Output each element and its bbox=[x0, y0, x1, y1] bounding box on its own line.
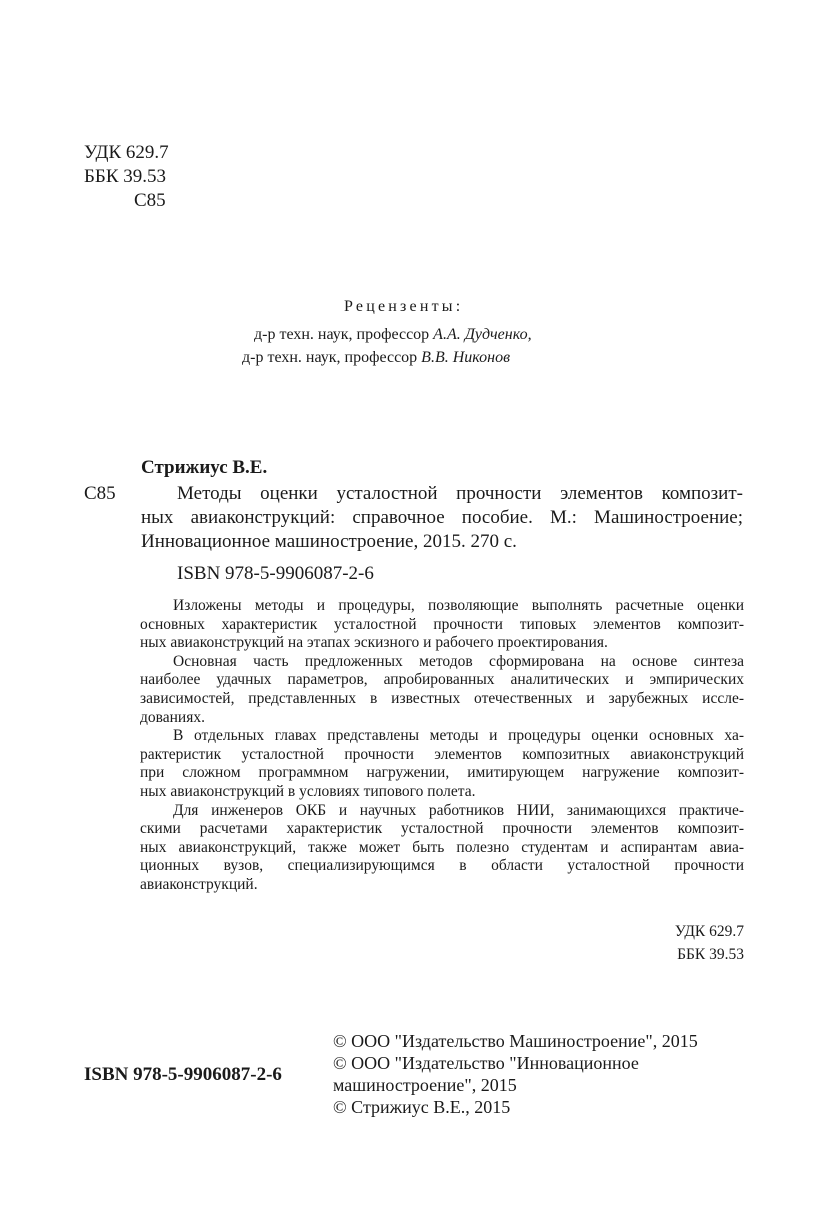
bibliography-line: Методы оценки усталостной прочности элементов композит- bbox=[177, 483, 743, 504]
footer-bbk-code: ББК 39.53 bbox=[677, 946, 744, 963]
reviewer-title: д-р техн. наук, профессор bbox=[254, 326, 430, 343]
reviewer-name: А.А. Дудченко, bbox=[433, 326, 532, 343]
bibliography-line: ных авиаконструкций: справочное пособие. М.: Машиностроение; bbox=[141, 507, 743, 528]
abstract-line: авиаконструкций. bbox=[140, 876, 258, 893]
abstract-line: Для инженеров ОКБ и научных работников НИИ, занимающихся практиче- bbox=[173, 801, 744, 819]
reviewer-1 bbox=[254, 325, 532, 344]
abstract-line: ционных вузов, специализирующимся в области усталостной прочности bbox=[140, 857, 744, 875]
abstract-line: рактеристик усталостной прочности элементов композитных авиаконструкций bbox=[140, 745, 744, 763]
bbk-code: ББК 39.53 bbox=[84, 166, 166, 187]
copyright-line: © ООО "Издательство Машиностроение", 2015 bbox=[333, 1031, 698, 1051]
abstract-line: основных характеристик усталостной прочности типовых элементов композит- bbox=[140, 615, 744, 633]
author-name: Стрижиус В.Е. bbox=[141, 457, 268, 478]
author-sign: С85 bbox=[134, 190, 166, 211]
abstract-line: дованиях. bbox=[140, 708, 205, 726]
reviewer-title: д-р техн. наук, профессор bbox=[242, 349, 418, 366]
isbn-bold: ISBN 978-5-9906087-2-6 bbox=[84, 1064, 282, 1085]
copyright-line: © Стрижиус В.Е., 2015 bbox=[333, 1097, 511, 1117]
bibliography-line: Инновационное машиностроение, 2015. 270 с. bbox=[141, 531, 517, 552]
abstract-line: ных авиаконструкций на этапах эскизного и рабочего проектирования. bbox=[140, 634, 608, 652]
abstract-line: зависимостей, представленных в известных отечественных и зарубежных иссле- bbox=[140, 690, 744, 707]
abstract-line: при сложном программном нагружении, имитирующем нагружение композит- bbox=[140, 764, 744, 782]
abstract-line: ных авиаконструкций в условиях типового полета. bbox=[140, 783, 476, 800]
reviewer-name: В.В. Никонов bbox=[421, 349, 511, 366]
copyright-line: © ООО "Издательство "Инновационное bbox=[333, 1053, 639, 1073]
reviewers-heading: Рецензенты: bbox=[344, 298, 464, 315]
abstract-line: скими расчетами характеристик усталостной прочности элементов композит- bbox=[140, 820, 744, 838]
reviewer-2 bbox=[242, 348, 510, 367]
udk-code: УДК 629.7 bbox=[84, 142, 169, 163]
abstract-line: Изложены методы и процедуры, позволяющие выполнять расчетные оценки bbox=[173, 597, 744, 614]
abstract-line: Основная часть предложенных методов сформирована на основе синтеза bbox=[173, 652, 744, 670]
isbn-line: ISBN 978-5-9906087-2-6 bbox=[177, 563, 374, 584]
abstract-line: В отдельных главах представлены методы и процедуры оценки основных ха- bbox=[173, 727, 744, 745]
copyright-line: машиностроение", 2015 bbox=[333, 1075, 517, 1095]
footer-udk-code: УДК 629.7 bbox=[674, 923, 744, 940]
abstract-line: ных авиаконструкций, также может быть полезно студентам и аспирантам авиа- bbox=[140, 838, 744, 856]
bibliography-sign: С85 bbox=[84, 483, 116, 504]
abstract-line: наиболее удачных параметров, апробированных аналитических и эмпирических bbox=[140, 671, 744, 689]
